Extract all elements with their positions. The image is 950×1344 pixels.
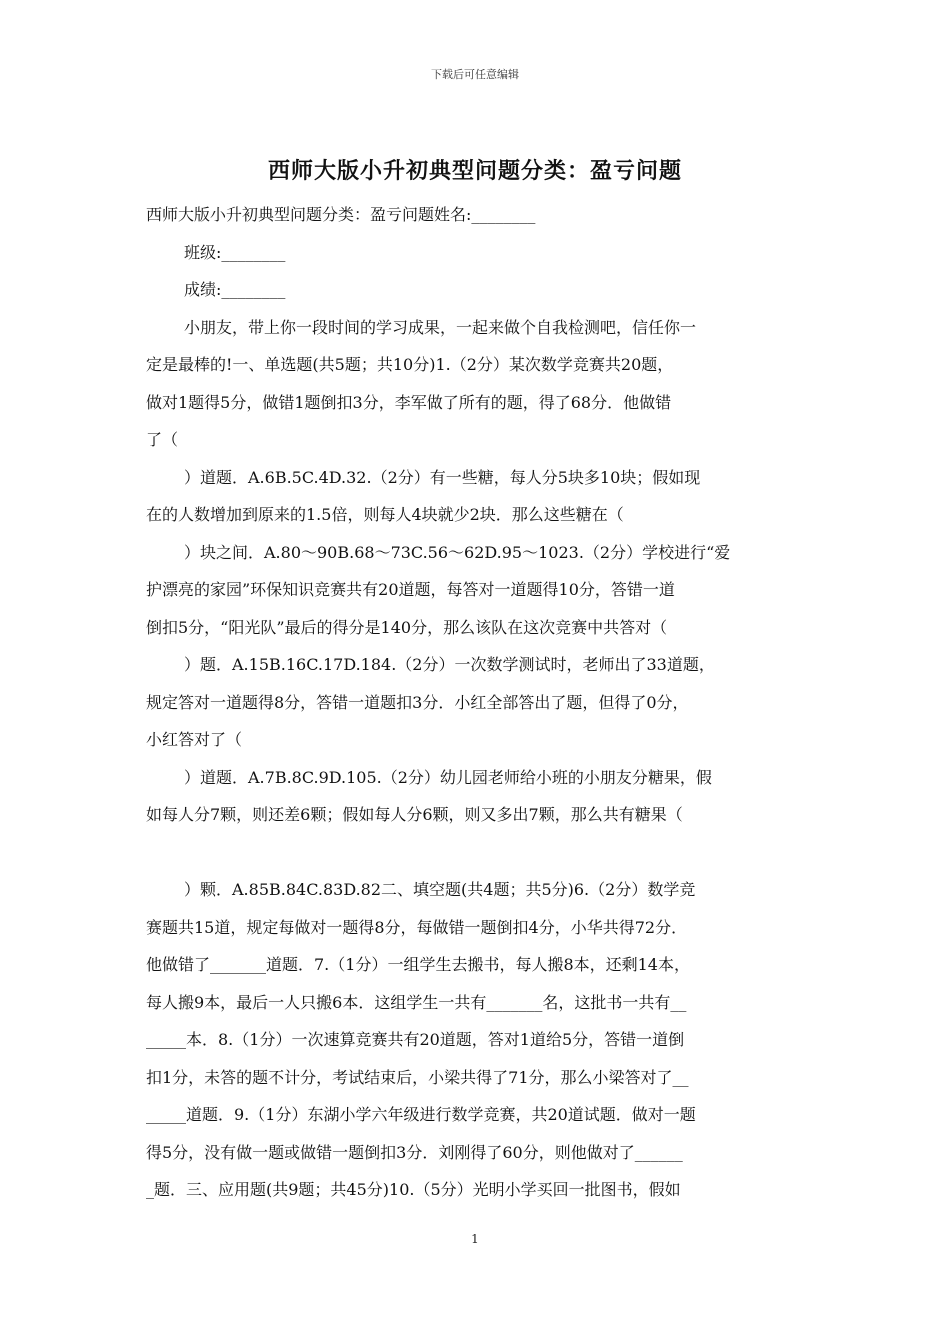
text-line: 他做错了_______道题．7.（1分）一组学生去搬书，每人搬8本，还剩14本， [146, 955, 690, 974]
text-line: 规定答对一道题得8分，答错一道题扣3分．小红全部答出了题，但得了0分， [146, 692, 689, 712]
page-number: 1 [471, 1232, 479, 1246]
header-note: 下载后可任意编辑 [431, 68, 519, 81]
text-line: 得5分，没有做一题或做错一题倒扣3分．刘刚得了60分，则他做对了______ [146, 1142, 683, 1162]
text-line: ）颗．A.85B.84C.83D.82二、填空题(共4题；共5分)6.（2分）数学竞 [184, 880, 696, 899]
text-line: 西师大版小升初典型问题分类：盈亏问题姓名:________ [146, 205, 536, 224]
text-line: 在的人数增加到原来的1.5倍，则每人4块就少2块．那么这些糖在（ [146, 505, 624, 524]
text-line: ）道题．A.6B.5C.4D.32.（2分）有一些糖，每人分5块多10块；假如现 [184, 467, 701, 487]
text-line: ）道题．A.7B.8C.9D.105.（2分）幼儿园老师给小班的小朋友分糖果，假 [184, 767, 712, 787]
text-line: 了（ [146, 430, 179, 449]
document-title: 西师大版小升初典型问题分类：盈亏问题 [267, 158, 682, 184]
text-line: 做对1题得5分，做错1题倒扣3分，李军做了所有的题，得了68分．他做错 [146, 392, 672, 412]
text-line: _____本．8.（1分）一次速算竞赛共有20道题，答对1道给5分，答错一道倒 [146, 1030, 685, 1049]
text-line: 护漂亮的家园”环保知识竞赛共有20道题，每答对一道题得10分，答错一道 [146, 580, 675, 599]
text-line: 成绩:________ [184, 280, 286, 299]
text-line: 如每人分7颗，则还差6颗；假如每人分6颗，则又多出7颗，那么共有糖果（ [146, 805, 683, 824]
text-line: _____道题．9.（1分）东湖小学六年级进行数学竞赛，共20道试题．做对一题 [146, 1105, 696, 1124]
text-line: 每人搬9本，最后一人只搬6本．这组学生一共有_______名，这批书一共有__ [146, 992, 687, 1012]
text-line: 小朋友，带上你一段时间的学习成果，一起来做个自我检测吧，信任你一 [184, 317, 697, 337]
text-line: 赛题共15道，规定每做对一题得8分，每做错一题倒扣4分，小华共得72分． [146, 917, 688, 937]
text-line: ）题．A.15B.16C.17D.184.（2分）一次数学测试时，老师出了33道题， [184, 655, 715, 674]
text-line: _题．三、应用题(共9题；共45分)10.（5分）光明小学买回一批图书，假如 [146, 1180, 681, 1199]
paragraph-gap [146, 834, 816, 872]
text-line: 倒扣5分，“阳光队”最后的得分是140分，那么该队在这次竞赛中共答对（ [146, 617, 668, 637]
text-line: ）块之间．A.80～90B.68～73C.56～62D.95～1023.（2分）学校进行“爱 [184, 542, 731, 562]
document-body [146, 196, 816, 1209]
text-line: 定是最棒的!一、单选题(共5题；共10分)1.（2分）某次数学竞赛共20题， [146, 355, 674, 374]
text-line: 班级:________ [184, 242, 286, 262]
text-line: 扣1分，未答的题不计分，考试结束后，小梁共得了71分，那么小梁答对了__ [146, 1067, 689, 1087]
text-line: 小红答对了（ [146, 730, 243, 749]
